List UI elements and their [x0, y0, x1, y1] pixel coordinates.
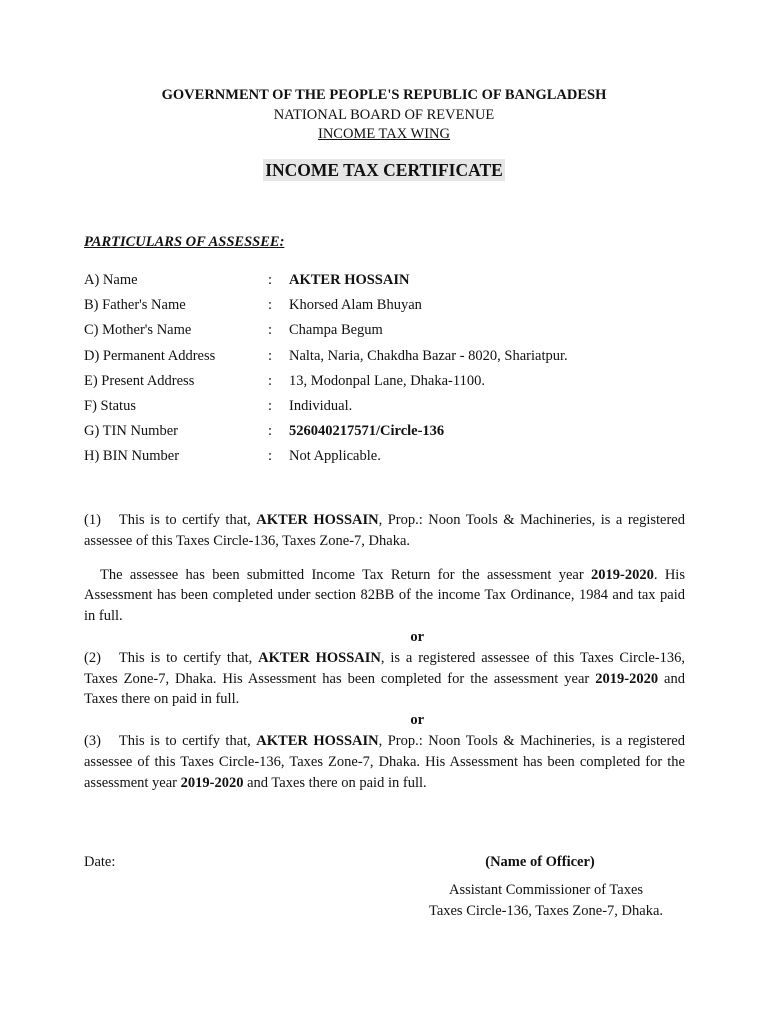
field-label: E) Present Address	[84, 372, 195, 389]
date-label: Date:	[84, 854, 116, 870]
field-colon: :	[268, 372, 273, 389]
assessee-particulars	[84, 270, 704, 472]
field-value: Champa Begum	[289, 322, 383, 339]
officer-name-placeholder: (Name of Officer)	[485, 854, 595, 870]
paragraph-1b	[84, 565, 685, 627]
field-colon: :	[268, 322, 273, 339]
document-header	[0, 86, 768, 145]
paragraph-number: (1)	[84, 512, 101, 528]
field-row-mother	[84, 320, 704, 345]
field-value: Khorsed Alam Bhuyan	[289, 297, 422, 314]
assessee-name: AKTER HOSSAIN	[256, 732, 379, 749]
field-label: B) Father's Name	[84, 297, 186, 314]
board-heading: NATIONAL BOARD OF REVENUE	[273, 106, 495, 123]
paragraph-text: , is a registered assessee of this Taxes Circle-136, Taxes Zone-7, Dhaka. His Assessment has been completed for the assessment year	[84, 649, 685, 687]
field-row-permanent-address	[84, 346, 704, 371]
field-row-status	[84, 396, 704, 421]
paragraph-2	[84, 648, 685, 710]
field-value: 13, Modonpal Lane, Dhaka-1100.	[289, 372, 485, 389]
assessee-name: AKTER HOSSAIN	[258, 649, 381, 666]
field-row-present-address	[84, 371, 704, 396]
paragraph-text: This is to certify that,	[118, 649, 259, 666]
certificate-body	[84, 510, 685, 793]
assessee-name: AKTER HOSSAIN	[256, 512, 379, 528]
field-label: F) Status	[84, 397, 136, 414]
officer-designation: Assistant Commissioner of Taxes	[448, 882, 644, 898]
field-value: Nalta, Naria, Chakdha Bazar - 8020, Shariatpur.	[289, 347, 568, 364]
field-value: Not Applicable.	[289, 448, 381, 465]
or-separator: or	[410, 628, 424, 645]
field-colon: :	[268, 297, 273, 314]
paragraph-3	[84, 731, 685, 793]
section-heading: PARTICULARS OF ASSESSEE:	[84, 234, 285, 250]
paragraph-text: and Taxes there on paid in full.	[84, 670, 685, 708]
field-label: C) Mother's Name	[84, 322, 192, 339]
paragraph-1	[84, 510, 685, 552]
field-row-tin	[84, 421, 704, 446]
paragraph-text: . His Assessment has been completed under section 82BB of the income Tax Ordinance, 1984 and tax paid in full.	[84, 566, 685, 625]
field-row-father	[84, 295, 704, 320]
field-colon: :	[268, 272, 273, 288]
paragraph-text: This is to certify that,	[118, 512, 257, 528]
field-label: D) Permanent Address	[84, 347, 216, 364]
paragraph-text: and Taxes there on paid in full.	[243, 774, 427, 791]
paragraph-text: This is to certify that,	[118, 732, 257, 749]
field-label: H) BIN Number	[84, 448, 180, 465]
field-colon: :	[268, 397, 273, 414]
government-heading: GOVERNMENT OF THE PEOPLE'S REPUBLIC OF BANGLADESH	[161, 87, 607, 103]
wing-heading: INCOME TAX WING	[317, 126, 450, 142]
assessment-year: 2019-2020	[180, 774, 244, 791]
paragraph-text: , Prop.: Noon Tools & Machineries, is a registered assessee of this Taxes Circle-136, Taxes Zone-7, Dhaka.	[84, 512, 685, 549]
field-label: A) Name	[84, 272, 138, 288]
signature-block	[396, 880, 696, 921]
officer-office: Taxes Circle-136, Taxes Zone-7, Dhaka.	[428, 902, 664, 919]
paragraph-number: (2)	[84, 649, 101, 666]
field-row-bin	[84, 446, 704, 471]
field-label: G) TIN Number	[84, 423, 178, 440]
paragraph-text: The assessee has been submitted Income Tax Return for the assessment year	[100, 566, 592, 583]
field-value: AKTER HOSSAIN	[289, 272, 410, 288]
field-colon: :	[268, 423, 273, 440]
field-colon: :	[268, 347, 273, 364]
field-colon: :	[268, 448, 273, 465]
or-separator: or	[410, 712, 424, 729]
assessment-year: 2019-2020	[591, 566, 654, 583]
certificate-title: INCOME TAX CERTIFICATE	[265, 160, 503, 180]
paragraph-text: , Prop.: Noon Tools & Machineries, is a registered assessee of this Taxes Circle-136, Taxes Zone-7, Dhaka. His Assessment has been completed for the assessment year	[84, 732, 685, 791]
field-value: Individual.	[289, 397, 353, 414]
paragraph-number: (3)	[84, 732, 101, 749]
field-row-name	[84, 270, 704, 295]
assessment-year: 2019-2020	[595, 670, 659, 687]
field-value: 526040217571/Circle-136	[289, 423, 445, 440]
certificate-title-wrap	[0, 160, 768, 181]
